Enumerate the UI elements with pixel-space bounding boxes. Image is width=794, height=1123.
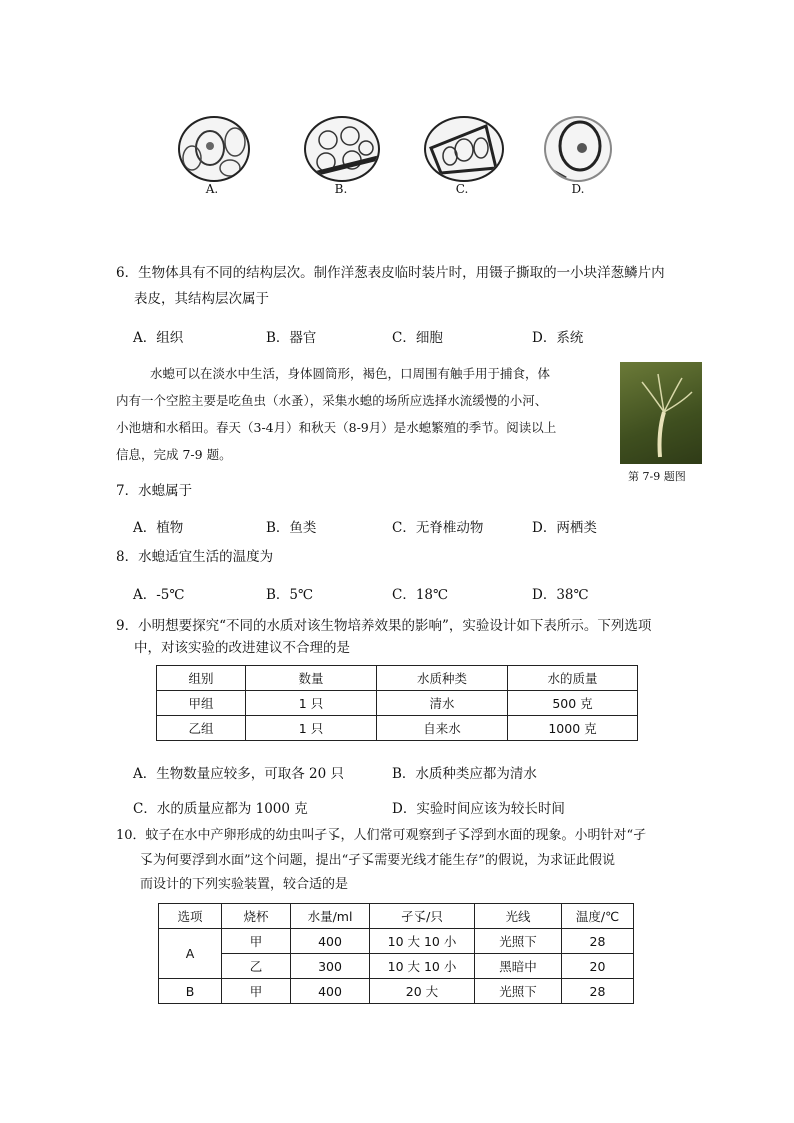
table-cell: 1 只 [246, 716, 377, 741]
table-cell-option-a: A [159, 929, 222, 979]
table-cell: 1 只 [246, 691, 377, 716]
table-cell: 10 大 10 小 [370, 929, 475, 954]
q6-option-c: C．细胞 [392, 330, 443, 346]
q8-option-a: A．-5℃ [133, 587, 185, 603]
q7-option-a: A．植物 [133, 520, 184, 536]
q8-stem: 8．水螅适宜生活的温度为 [116, 549, 274, 565]
table-row [159, 929, 634, 954]
table-cell: 光照下 [475, 929, 562, 954]
table-row [157, 691, 638, 716]
micro-label-d: D. [571, 182, 585, 196]
table-row [159, 979, 634, 1004]
table-cell-option-b: B [159, 979, 222, 1004]
q9-option-c: C．水的质量应都为 1000 克 [133, 801, 308, 817]
table-cell: 黑暗中 [475, 954, 562, 979]
table-header-cell: 水的质量 [508, 666, 638, 691]
table-row [159, 954, 634, 979]
table-header-cell: 温度/℃ [562, 904, 634, 929]
q9-stem-line1: 9．小明想要探究“不同的水质对该生物培养效果的影响”，实验设计如下表所示。下列选项 [116, 618, 652, 634]
table-cell: 甲 [222, 929, 291, 954]
q9-option-d: D．实验时间应该为较长时间 [392, 801, 565, 817]
q10-stem-line2: 孓为何要浮到水面”这个问题，提出“孑孓需要光线才能生存”的假说，为求证此假说 [140, 853, 615, 868]
q9-table [156, 665, 638, 741]
q7-stem: 7．水螅属于 [116, 483, 193, 499]
hydra-photo [620, 362, 702, 464]
table-cell: 500 克 [508, 691, 638, 716]
passage-line3: 小池塘和水稻田。春天（3-4月）和秋天（8-9月）是水螅繁殖的季节。阅读以上 [116, 420, 557, 435]
table-header-cell: 光线 [475, 904, 562, 929]
micro-label-c: C. [455, 182, 469, 196]
passage-line2: 内有一个空腔主要是吃鱼虫（水蚤），采集水螅的场所应选择水流缓慢的小河、 [116, 393, 548, 408]
table-header-cell: 水量/ml [291, 904, 370, 929]
table-header-cell: 组别 [157, 666, 246, 691]
passage-line1: 水螅可以在淡水中生活，身体圆筒形，褐色，口周围有触手用于捕食，体 [150, 366, 551, 381]
q10-stem-line1: 10．蚊子在水中产卵形成的幼虫叫孑孓，人们常可观察到孑孓浮到水面的现象。小明针对“孑 [116, 828, 647, 843]
micro-label-b: B. [334, 182, 348, 196]
q8-option-b: B．5℃ [266, 587, 314, 603]
table-header-cell: 水质种类 [377, 666, 508, 691]
table-cell: 28 [562, 979, 634, 1004]
micro-image-d [544, 116, 612, 182]
q10-stem-line3: 而设计的下列实验装置，较合适的是 [140, 877, 349, 892]
table-header-row [157, 666, 638, 691]
table-cell: 光照下 [475, 979, 562, 1004]
table-cell: 乙 [222, 954, 291, 979]
table-header-row [159, 904, 634, 929]
table-cell: 甲 [222, 979, 291, 1004]
table-cell: 乙组 [157, 716, 246, 741]
table-header-cell: 烧杯 [222, 904, 291, 929]
micro-image-a [178, 116, 250, 182]
table-cell: 300 [291, 954, 370, 979]
table-cell: 20 [562, 954, 634, 979]
q6-option-d: D．系统 [532, 330, 584, 346]
q9-option-b: B．水质种类应都为清水 [392, 766, 537, 782]
q6-stem-line2: 表皮，其结构层次属于 [134, 291, 269, 307]
table-header-cell: 数量 [246, 666, 377, 691]
micro-label-a: A. [205, 182, 219, 196]
q8-option-d: D．38℃ [532, 587, 589, 603]
table-cell: 400 [291, 929, 370, 954]
table-cell: 28 [562, 929, 634, 954]
q10-table [158, 903, 634, 1004]
table-cell: 400 [291, 979, 370, 1004]
table-cell: 甲组 [157, 691, 246, 716]
q9-stem-line2: 中，对该实验的改进建议不合理的是 [134, 640, 350, 656]
q6-option-b: B．器官 [266, 330, 317, 346]
table-header-cell: 选项 [159, 904, 222, 929]
table-row [157, 716, 638, 741]
table-cell: 20 大 [370, 979, 475, 1004]
passage-line4: 信息，完成 7-9 题。 [116, 447, 232, 462]
table-cell: 清水 [377, 691, 508, 716]
hydra-figure-caption: 第 7-9 题图 [628, 470, 686, 483]
q7-option-c: C．无脊椎动物 [392, 520, 484, 536]
micro-image-c [424, 116, 504, 182]
table-cell: 1000 克 [508, 716, 638, 741]
q7-option-d: D．两栖类 [532, 520, 597, 536]
table-header-cell: 孑孓/只 [370, 904, 475, 929]
micro-image-b [304, 116, 380, 182]
q6-stem-line1: 6．生物体具有不同的结构层次。制作洋葱表皮临时装片时，用镊子撕取的一小块洋葱鳞片内 [116, 265, 665, 281]
q7-option-b: B．鱼类 [266, 520, 317, 536]
q9-option-a: A．生物数量应较多，可取各 20 只 [133, 766, 345, 782]
q8-option-c: C．18℃ [392, 587, 449, 603]
table-cell: 自来水 [377, 716, 508, 741]
table-cell: 10 大 10 小 [370, 954, 475, 979]
q6-option-a: A．组织 [133, 330, 184, 346]
